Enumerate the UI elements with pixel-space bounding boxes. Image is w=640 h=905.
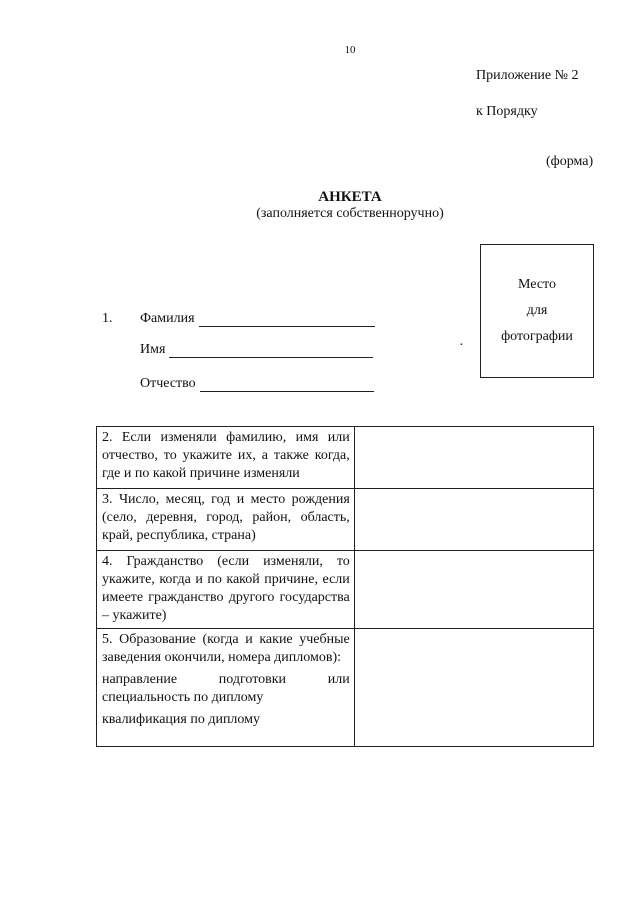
appendix-reference: к Порядку — [476, 104, 538, 119]
document-subtitle: (заполняется собственноручно) — [256, 206, 444, 221]
patronymic-field[interactable] — [140, 376, 374, 392]
table-row — [97, 551, 594, 629]
answer-cell[interactable] — [354, 551, 593, 629]
education-specialty: направление подготовки или специальность по диплому — [102, 672, 350, 705]
photo-placeholder — [480, 244, 594, 378]
document-title: АНКЕТА — [318, 189, 382, 205]
photo-label-line1: Место — [518, 277, 556, 292]
surname-line[interactable] — [199, 312, 375, 327]
answer-cell[interactable] — [354, 629, 593, 747]
table-row — [97, 629, 594, 747]
appendix-label: Приложение № 2 — [476, 68, 579, 83]
answer-cell[interactable] — [354, 489, 593, 551]
surname-field[interactable] — [140, 311, 375, 327]
patronymic-line[interactable] — [200, 377, 374, 392]
stray-dot: · — [459, 338, 464, 353]
photo-label-line2: для — [526, 303, 548, 318]
form-mark: (форма) — [546, 154, 594, 169]
name-field[interactable] — [140, 342, 373, 358]
section-number: 1. — [102, 311, 113, 326]
page-number: 10 — [344, 44, 356, 56]
name-line[interactable] — [169, 343, 373, 358]
photo-label-line3: фотографии — [501, 329, 573, 344]
question-cell — [97, 629, 355, 747]
answer-cell[interactable] — [354, 427, 593, 489]
table-row — [97, 427, 594, 489]
question-cell: 2. Если изменяли фамилию, имя или отчество, то укажите их, а также когда, где и по какой причине изменяли — [97, 427, 355, 489]
patronymic-label: Отчество — [140, 376, 196, 391]
question-cell: 4. Гражданство (если изменяли, то укажите, когда и по какой причине, если имеете гражданство другого государства – укажите) — [97, 551, 355, 629]
education-question: 5. Образование (когда и какие учебные заведения окончили, номера дипломов): — [102, 632, 350, 665]
table-row — [97, 489, 594, 551]
question-cell: 3. Число, месяц, год и место рождения (село, деревня, город, район, область, край, республика, страна) — [97, 489, 355, 551]
questionnaire-table — [96, 426, 594, 747]
education-qualification: квалификация по диплому — [102, 712, 261, 727]
surname-label: Фамилия — [140, 311, 195, 326]
name-label: Имя — [140, 342, 166, 357]
